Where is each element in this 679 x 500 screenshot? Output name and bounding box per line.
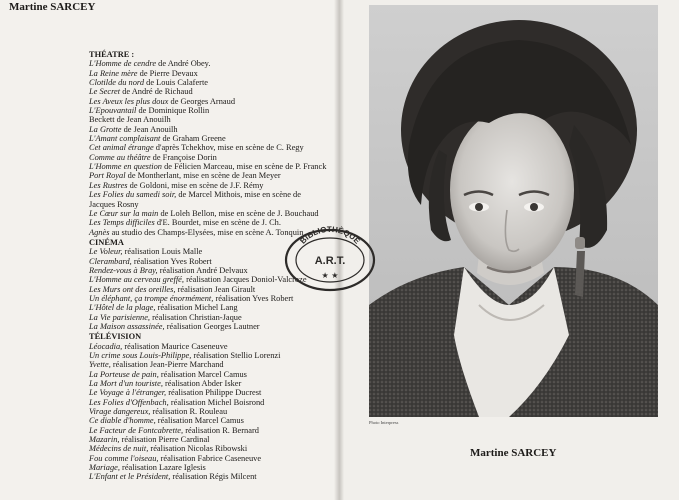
credit-title: Le Facteur de Fontcabrette, [89, 425, 184, 435]
section-heading: THÉATRE : [89, 50, 135, 59]
credit-detail: de Louis Calaferte [144, 78, 209, 88]
credit-detail: de Félicien Marceau, mise en scène de P. Franck [161, 162, 327, 172]
credit-detail: au studio des Champs-Elysées, mise en scène A. Tonquin [109, 227, 304, 237]
credit-title: Ce diable d'homme, [89, 416, 156, 426]
credit-entry [89, 294, 329, 303]
credit-title: Les Folies du samedi soir, [89, 190, 177, 200]
credit-detail: réalisation Christian-Jaque [150, 312, 242, 322]
credit-entry [89, 162, 329, 171]
credit-title: L'Enfant et le Président, [89, 472, 171, 482]
credit-detail: de Marcel Mithois, mise en scène de Jacques Rosny [89, 190, 301, 209]
credit-title: Le Voyage à l'étranger, [89, 388, 167, 398]
credit-entry [89, 342, 329, 351]
credit-detail: de Pierre Devaux [137, 68, 198, 78]
credit-detail: réalisation Marcel Camus [158, 369, 247, 379]
credit-detail: de Dominique Rollin [136, 106, 210, 116]
credit-entry [89, 134, 329, 143]
credit-detail: de Loleh Bellon, mise en scène de J. Bouchaud [158, 208, 319, 218]
credit-detail: réalisation Maurice Caseneuve [122, 341, 228, 351]
credit-entry [89, 444, 329, 453]
credit-detail: réalisation Pierre Cardinal [119, 435, 210, 445]
running-head: Martine SARCEY [9, 1, 96, 13]
credit-entry [89, 370, 329, 379]
credit-entry [89, 407, 329, 416]
credit-detail: réalisation Jean-Pierre Marchand [110, 360, 224, 370]
credit-title: Yvette, [89, 360, 111, 370]
credit-detail: de Montherlant, mise en scène de Jean Meyer [125, 171, 281, 181]
credit-entry [89, 106, 329, 115]
credit-entry [89, 209, 329, 218]
credit-title: Médecins de nuit, [89, 444, 149, 454]
credit-entry [89, 97, 329, 106]
stamp-bottom-text: ★ ★ [321, 271, 339, 280]
credit-detail: réalisation Yves Robert [213, 293, 294, 303]
credit-detail: réalisation R. Bernard [183, 425, 259, 435]
photo-caption: Martine SARCEY [470, 447, 557, 459]
credit-detail: réalisation Nicolas Ribowski [148, 444, 248, 454]
credit-title: L'Amant complaisant [89, 134, 161, 144]
credit-entry [89, 351, 329, 360]
credit-detail: Beckett de Jean Anouilh [89, 115, 171, 125]
credit-detail: réalisation Marcel Camus [155, 416, 244, 426]
credit-title: Port Royal [89, 171, 126, 181]
library-stamp [282, 222, 378, 292]
credit-title: Les Folies d'Offenbach, [89, 397, 169, 407]
credit-detail: d'après Tchekhov, mise en scène de C. Regy [153, 143, 304, 153]
credit-title: Un crime sous Louis-Philippe, [89, 351, 192, 360]
credit-detail: réalisation Régis Milcent [170, 472, 257, 482]
credit-detail: de Georges Arnaud [168, 96, 236, 106]
credit-entry [89, 125, 329, 134]
credit-entry [89, 171, 329, 180]
credit-detail: réalisation Philippe Ducrest [166, 388, 262, 398]
section-heading: TÉLÉVISION [89, 332, 142, 342]
credit-detail: réalisation Abder Isker [162, 379, 242, 389]
credit-entry [89, 388, 329, 397]
credit-detail: réalisation Georges Lautner [164, 321, 260, 331]
credit-detail: de Graham Greene [160, 134, 226, 144]
credit-title: La Mort d'un touriste, [89, 379, 163, 389]
credit-title: L'Hôtel de la plage, [89, 303, 156, 313]
stamp-top-text: BIBLIOTHÈQUE [298, 224, 362, 246]
credit-entry [89, 181, 329, 190]
credit-entry [89, 115, 329, 124]
credit-title: Les Murs ont des oreilles, [89, 284, 176, 294]
credit-title: L'Epouvantail [89, 106, 137, 116]
credit-detail: réalisation R. Rouleau [150, 407, 228, 417]
credit-entry [89, 190, 329, 209]
credit-title: Comme au théâtre [89, 152, 151, 162]
credit-detail: de Jean Anouilh [121, 124, 178, 134]
credit-detail: de Françoise Dorin [150, 152, 217, 162]
credit-title: Les Aveux les plus doux [89, 96, 169, 106]
credit-detail: réalisation Lazare Iglesis [119, 463, 206, 473]
credit-entry [89, 472, 329, 481]
credit-entry [89, 313, 329, 322]
credit-title: La Maison assassinée, [89, 321, 165, 331]
credit-entry [89, 78, 329, 87]
credit-entry [89, 463, 329, 472]
credit-detail: réalisation Jean Girault [175, 284, 256, 294]
credit-title: Le Cœur sur la main [89, 208, 159, 218]
credit-title: Les Temps difficiles [89, 218, 155, 228]
credit-entry [89, 322, 329, 331]
credit-detail: réalisation Fabrice Caseneuve [158, 453, 262, 463]
credit-title: Mariage, [89, 463, 120, 473]
credit-detail: réalisation Louis Malle [122, 247, 203, 257]
credit-entry [89, 69, 329, 78]
credit-entry [89, 435, 329, 444]
credit-detail: de Goldoni, mise en scène de J.F. Rémy [127, 180, 264, 190]
credit-title: L'Homme en question [89, 162, 162, 172]
credit-entry [89, 416, 329, 425]
credit-title: Cet animal étrange [89, 143, 154, 153]
credit-title: Le Voleur, [89, 247, 123, 257]
credit-title: Virage dangereux, [89, 407, 151, 417]
credit-detail: réalisation Michel Lang [155, 303, 238, 313]
credit-detail: de André de Richaud [120, 87, 193, 97]
credit-title: Clotilde du nord [89, 78, 145, 88]
credit-title: Le Secret [89, 87, 121, 97]
credit-entry [89, 153, 329, 162]
credit-entry [89, 87, 329, 96]
credit-title: Léocadia, [89, 341, 123, 351]
credit-title: Agnès [89, 227, 110, 237]
credit-title: L'Homme au cerveau greffé, [89, 275, 184, 285]
credit-detail: réalisation André Delvaux [157, 265, 248, 275]
credit-title: Mazarin, [89, 435, 120, 445]
credit-entry [89, 398, 329, 407]
credit-title: Clerambard, [89, 256, 132, 266]
credit-title: La Porteuse de pain, [89, 369, 159, 379]
credit-title: Rendez-vous à Bray, [89, 265, 158, 275]
credit-title: L'Homme de cendre [89, 59, 157, 69]
credit-detail: réalisation Stellio Lorenzi [191, 351, 281, 360]
credit-entry [89, 360, 329, 369]
credit-entry [89, 454, 329, 463]
credit-detail: réalisation Yves Robert [131, 256, 212, 266]
section-heading: CINÉMA [89, 237, 124, 247]
credit-title: Un éléphant, ça trompe énormément, [89, 293, 214, 303]
credit-entry [89, 143, 329, 152]
credit-title: La Vie parisienne, [89, 312, 151, 322]
credit-detail: réalisation Jacques Doniol-Valcroze [183, 275, 307, 285]
credit-title: Fou comme l'oiseau, [89, 453, 159, 463]
photo-credit: Photo Interpress [369, 420, 399, 425]
credit-detail: réalisation Michel Boisrond [168, 397, 265, 407]
credit-entry [89, 59, 329, 68]
credit-title: La Grotte [89, 124, 122, 134]
credit-entry [89, 379, 329, 388]
credit-entry [89, 426, 329, 435]
credit-detail: d'E. Bourdet, mise en scène de J. Ch. [154, 218, 281, 228]
stamp-center-text: A.R.T. [314, 255, 346, 267]
credit-entry [89, 303, 329, 312]
credit-title: Les Rustres [89, 180, 128, 190]
credit-detail: de André Obey. [156, 59, 211, 69]
portrait-photo [369, 5, 658, 417]
credit-title: La Reine mère [89, 68, 138, 78]
